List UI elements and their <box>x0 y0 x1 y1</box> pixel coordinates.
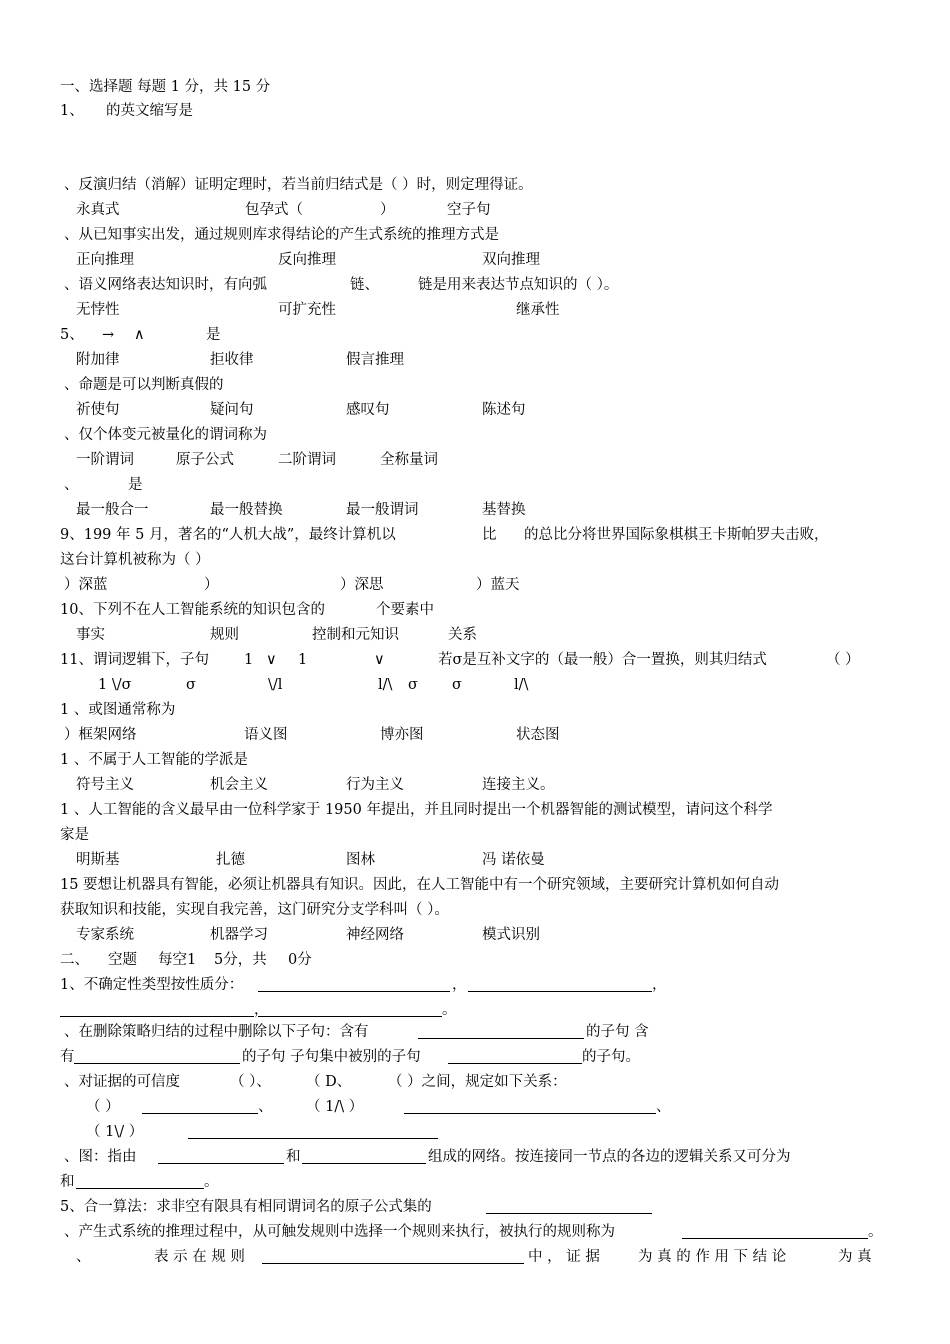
s2q1-stem: 1、不确定性类型按性质分： <box>60 977 244 993</box>
q14-options <box>0 849 950 871</box>
q7-option: 原子公式 <box>176 452 234 468</box>
q11-option: l/\ <box>378 677 393 693</box>
question-3 <box>0 224 950 246</box>
s2q2-stem: 有 <box>60 1049 75 1065</box>
q8-option: 最一般谓词 <box>346 502 419 518</box>
question-5 <box>0 324 950 346</box>
q15-option: 机器学习 <box>210 927 268 943</box>
q15-stem: 获取知识和技能，实现自我完善，这门研究分支学科叫（ ）。 <box>60 902 449 918</box>
q14-option: 明斯基 <box>76 852 120 868</box>
q8-option: 最一般合一 <box>76 502 149 518</box>
s2q2-stem: 的子句 含 <box>586 1024 649 1040</box>
q8-text: 是 <box>128 477 143 493</box>
q1-text: 的英文缩写是 <box>106 103 193 119</box>
answer-blank[interactable] <box>258 1016 442 1017</box>
q6-option: 祈使句 <box>76 402 120 418</box>
question-10 <box>0 599 950 621</box>
answer-blank[interactable] <box>142 1113 258 1114</box>
question-6 <box>0 374 950 396</box>
s2q6-stem: 、产生式系统的推理过程中，从可触发规则中选择一个规则来执行，被执行的规则称为 <box>64 1224 615 1240</box>
q9-option: ）深思 <box>340 577 384 593</box>
answer-blank[interactable] <box>404 1113 656 1114</box>
q5-options <box>0 349 950 371</box>
s2-question-6 <box>0 1221 950 1243</box>
section2-title: 0分 <box>288 952 312 968</box>
q12-stem: 1 、或图通常称为 <box>60 702 176 718</box>
question-1 <box>0 100 950 122</box>
q2-option: ） <box>380 202 395 218</box>
q6-option: 疑问句 <box>210 402 254 418</box>
q11-clause: 1 <box>298 652 308 668</box>
s2q3-stem: （ D、 <box>306 1074 352 1090</box>
q15-options <box>0 924 950 946</box>
q11-option: l/\ <box>514 677 529 693</box>
q4-stem: 链是用来表达节点知识的（ ）。 <box>418 277 619 293</box>
q11-option: σ <box>408 677 418 693</box>
q5-arrow: → <box>102 327 115 343</box>
q3-stem: 、从已知事实出发，通过规则库求得结论的产生式系统的推理方式是 <box>64 227 499 243</box>
q4-options <box>0 299 950 321</box>
s2q6-period: 。 <box>868 1224 883 1240</box>
section2-title: 每空1 <box>158 952 197 968</box>
question-8 <box>0 474 950 496</box>
q10-option: 规则 <box>210 627 239 643</box>
q3-option: 双向推理 <box>482 252 540 268</box>
s2q5-stem: 5、合一算法：求非空有限具有相同谓词名的原子公式集的 <box>60 1199 432 1215</box>
q14-stem: 家是 <box>60 827 89 843</box>
s2q7-stem: 为 真 的 作 用 下 结 论 <box>638 1249 787 1265</box>
q4-option: 无悖性 <box>76 302 120 318</box>
q14-option: 扎德 <box>216 852 245 868</box>
q7-option: 二阶谓词 <box>278 452 336 468</box>
s2q1-period: 。 <box>442 1002 457 1018</box>
q2-stem: 、反演归结（消解）证明定理时，若当前归结式是（ ）时，则定理得证。 <box>64 177 533 193</box>
q10-option: 事实 <box>76 627 105 643</box>
s2q4-line2 <box>0 1171 950 1193</box>
q4-stem: 链、 <box>350 277 379 293</box>
q6-option: 陈述句 <box>482 402 526 418</box>
s2q3-separator: 、 <box>656 1099 671 1115</box>
q8-option: 基替换 <box>482 502 526 518</box>
q12-option: 语义图 <box>244 727 288 743</box>
s2-question-4 <box>0 1146 950 1168</box>
s2q4-period: 。 <box>204 1174 219 1190</box>
section1-title: 一、选择题 每题 1 分，共 15 分 <box>60 79 271 95</box>
q11-option: σ <box>186 677 196 693</box>
s2-question-3 <box>0 1071 950 1093</box>
question-15 <box>0 874 950 896</box>
s2q3-separator: 、 <box>258 1099 273 1115</box>
q5-option: 假言推理 <box>346 352 404 368</box>
q11-clause: ∨ <box>266 652 277 668</box>
q9-option: ）蓝天 <box>476 577 520 593</box>
q4-option: 继承性 <box>516 302 560 318</box>
q13-option: 机会主义 <box>210 777 268 793</box>
question-12 <box>0 699 950 721</box>
q11-clause: 1 <box>244 652 254 668</box>
s2q3-stem: （ ）、 <box>230 1074 271 1090</box>
s2q2-stem: 的子句。 <box>582 1049 640 1065</box>
s2q7-stem: 中 ， 证 据 <box>528 1249 600 1265</box>
q15-option: 神经网络 <box>346 927 404 943</box>
s2q1-comma: ， <box>254 1002 269 1018</box>
s2-question-1 <box>0 974 950 996</box>
q10-stem: 个要素中 <box>376 602 434 618</box>
q10-stem: 10、下列不在人工智能系统的知识包含的 <box>60 602 325 618</box>
s2q3-relation: （ 1/\ ） <box>306 1099 364 1115</box>
s2q1-line2 <box>0 999 950 1021</box>
s2q3-line2 <box>0 1096 950 1118</box>
q5-option: 拒收律 <box>210 352 254 368</box>
s2-question-7 <box>0 1246 950 1268</box>
q9-option: ）深蓝 <box>64 577 108 593</box>
q2-option: 包孕式（ <box>245 202 303 218</box>
s2q3-relation: （ ） <box>86 1099 120 1115</box>
q12-options <box>0 724 950 746</box>
q9-stem: 这台计算机被称为（ ） <box>60 552 210 568</box>
s2q4-stem: 和 <box>60 1174 75 1190</box>
q2-option: 空子句 <box>447 202 491 218</box>
q13-options <box>0 774 950 796</box>
q10-options <box>0 624 950 646</box>
q14-line2 <box>0 824 950 846</box>
q5-wedge: ∧ <box>134 327 145 343</box>
s2q2-line2 <box>0 1046 950 1068</box>
q11-option: \/l <box>268 677 283 693</box>
q9-options <box>0 574 950 596</box>
q13-option: 符号主义 <box>76 777 134 793</box>
answer-blank[interactable] <box>74 1063 240 1064</box>
q5-text: 是 <box>206 327 221 343</box>
q6-option: 感叹句 <box>346 402 390 418</box>
q12-option: ）框架网络 <box>64 727 137 743</box>
q9-stem: 9、199 年 5 月，著名的“人机大战”，最终计算机以 <box>60 527 396 543</box>
q7-option: 全称量词 <box>380 452 438 468</box>
q11-option: 1 \/σ <box>98 677 132 693</box>
q15-line2 <box>0 899 950 921</box>
s2q1-comma: ， <box>452 977 467 993</box>
s2q3-line3 <box>0 1121 950 1143</box>
answer-blank[interactable] <box>418 1038 584 1039</box>
q2-options <box>0 199 950 221</box>
answer-blank[interactable] <box>158 1163 284 1164</box>
q15-option: 专家系统 <box>76 927 134 943</box>
q7-stem: 、仅个体变元被量化的谓词称为 <box>64 427 267 443</box>
s2q2-stem: 、在删除策略归结的过程中删除以下子句：含有 <box>64 1024 369 1040</box>
s2q3-relation: （ 1\/ ） <box>86 1124 144 1140</box>
q6-stem: 、命题是可以判断真假的 <box>64 377 224 393</box>
section2-title: 5分，共 <box>214 952 267 968</box>
q13-option: 行为主义 <box>346 777 404 793</box>
q3-options <box>0 249 950 271</box>
question-13 <box>0 749 950 771</box>
section2-title-line <box>0 949 950 971</box>
q14-option: 冯 诺依曼 <box>482 852 545 868</box>
q4-option: 可扩充性 <box>278 302 336 318</box>
answer-blank[interactable] <box>448 1063 582 1064</box>
s2q3-stem: 、对证据的可信度 <box>64 1074 180 1090</box>
answer-blank[interactable] <box>258 991 450 992</box>
q10-option: 关系 <box>448 627 477 643</box>
q11-stem: 11、谓词逻辑下，子句 <box>60 652 209 668</box>
q9-line2 <box>0 549 950 571</box>
q14-stem: 1 、人工智能的含义最早由一位科学家于 1950 年提出，并且同时提出一个机器智能的测试模型，请问这个科学 <box>60 802 773 818</box>
question-9 <box>0 524 950 546</box>
q7-option: 一阶谓词 <box>76 452 134 468</box>
question-14 <box>0 799 950 821</box>
q3-option: 正向推理 <box>76 252 134 268</box>
q11-options <box>0 674 950 696</box>
q11-clause: ∨ <box>374 652 385 668</box>
q12-option: 博亦图 <box>380 727 424 743</box>
q9-stem: 的总比分将世界国际象棋棋王卡斯帕罗夫击败， <box>524 527 829 543</box>
q5-number: 5、 <box>60 327 84 343</box>
answer-blank[interactable] <box>682 1238 868 1239</box>
q15-stem: 15 要想让机器具有智能，必须让机器具有知识。因此，在人工智能中有一个研究领域，主要研究计算机如何自动 <box>60 877 780 893</box>
s2q2-stem: 的子句 子句集中被别的子句 <box>242 1049 421 1065</box>
answer-blank[interactable] <box>188 1138 438 1139</box>
section1-title-line <box>0 76 950 98</box>
section2-title: 二、 <box>60 952 89 968</box>
answer-blank[interactable] <box>468 991 652 992</box>
q3-option: 反向推理 <box>278 252 336 268</box>
q11-stem: 若σ是互补文字的（最一般）合一置换，则其归结式 <box>438 652 767 668</box>
q6-options <box>0 399 950 421</box>
section2-title: 空题 <box>108 952 137 968</box>
question-4 <box>0 274 950 296</box>
answer-blank[interactable] <box>76 1188 204 1189</box>
q14-option: 图林 <box>346 852 375 868</box>
s2q7-number: 、 <box>76 1249 91 1265</box>
q9-option: ） <box>204 577 219 593</box>
s2q4-stem: 和 <box>286 1149 301 1165</box>
q7-options <box>0 449 950 471</box>
s2q4-stem: 、图：指由 <box>64 1149 137 1165</box>
q13-stem: 1 、不属于人工智能的学派是 <box>60 752 248 768</box>
question-2 <box>0 174 950 196</box>
s2q4-stem: 组成的网络。按连接同一节点的各边的逻辑关系又可分为 <box>428 1149 791 1165</box>
q9-score: 比 <box>482 527 497 543</box>
answer-blank[interactable] <box>302 1163 426 1164</box>
q8-options <box>0 499 950 521</box>
q8-number: 、 <box>64 477 79 493</box>
q10-option: 控制和元知识 <box>312 627 399 643</box>
q12-option: 状态图 <box>516 727 560 743</box>
answer-blank[interactable] <box>262 1263 524 1264</box>
q11-answer-paren: （ ） <box>826 652 860 668</box>
question-7 <box>0 424 950 446</box>
q15-option: 模式识别 <box>482 927 540 943</box>
q4-stem: 、语义网络表达知识时，有向弧 <box>64 277 267 293</box>
s2-question-2 <box>0 1021 950 1043</box>
q13-option: 连接主义。 <box>482 777 555 793</box>
q8-option: 最一般替换 <box>210 502 283 518</box>
s2q1-comma: ， <box>652 977 667 993</box>
s2q3-stem: （ ）之间，规定如下关系： <box>388 1074 567 1090</box>
question-11 <box>0 649 950 671</box>
s2q7-stem: 表 示 在 规 则 <box>154 1249 245 1265</box>
q11-option: σ <box>452 677 462 693</box>
answer-blank[interactable] <box>60 1016 254 1017</box>
answer-blank[interactable] <box>486 1213 652 1214</box>
s2q7-stem: 为 真 <box>838 1249 872 1265</box>
q5-option: 附加律 <box>76 352 120 368</box>
q1-number: 1、 <box>60 103 84 119</box>
q2-option: 永真式 <box>76 202 120 218</box>
s2-question-5 <box>0 1196 950 1218</box>
